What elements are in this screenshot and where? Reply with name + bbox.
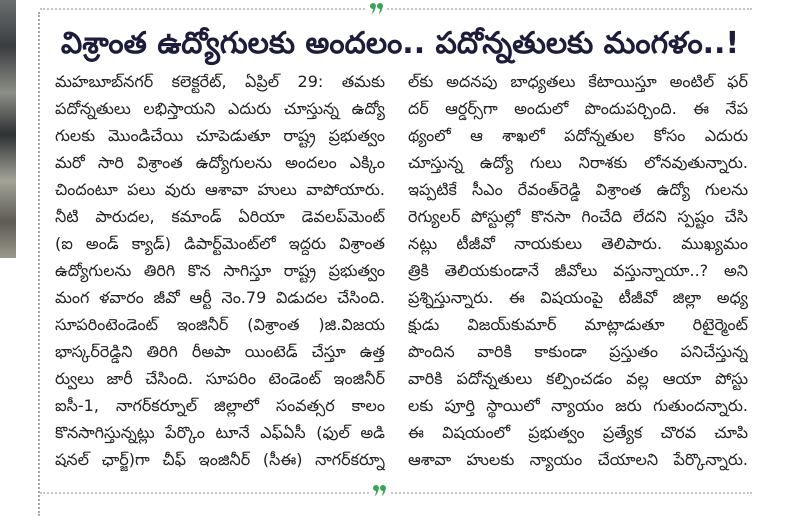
column-rule-left — [38, 12, 40, 516]
right-column-line: క్షుడు విజయ్‌కుమార్ మాట్లాడుతూ రిటైర్మెంట్ — [408, 315, 748, 334]
left-column-line: ఉద్యోగులను తిరిగి కొన సాగిస్తూ రాష్ట్ర ప్రభుత్వం — [55, 261, 385, 280]
right-column-line: పొందిన వారికి కాకుండా ప్రస్తుతం పనిచేస్తున్న — [408, 342, 748, 361]
left-column-line: ర్వులు జారీ చేసింది. సూపరిం టెండెంట్ ఇంజినీర్ — [55, 369, 385, 388]
left-column-line: చిందంటూ పలు వురు ఆశావా హులు వాపోయారు. — [55, 180, 385, 199]
left-column-line: సూపరింటెండెంట్ ఇంజినీర్ (విశ్రాంత )జి.విజయ — [55, 315, 385, 334]
left-column-line: భాస్కర్‌రెడ్డిని తిరిగి రీఅపా యింటెడ్ చేస్తూ ఉత్త — [55, 342, 385, 361]
left-column-line: మహబూబ్‌నగర్ కలెక్టరేట్, ఏప్రిల్ 29: తమకు — [55, 72, 385, 91]
left-column-line: కొనసాగిస్తున్నట్లు పేర్కొం టూనే ఎఫ్‌ఏసీ (ఫుల్ అడి — [55, 423, 385, 442]
left-column-line: నీటి పారుదల, కమాండ్ ఏరియా డెవలప్‌మెంట్ — [55, 207, 385, 226]
right-column-line: ప్రశ్నిస్తున్నారు. ఈ విషయంపై టీజీవో జిల్లా అధ్య — [408, 288, 748, 307]
right-column-line: రెగ్యులర్ పోస్టుల్లో కొనసా గించేది లేదని స్పష్టం చేసి — [408, 207, 748, 226]
right-column-line: ఆశావా హులకు న్యాయం చేయాలని పేర్కొన్నారు. — [408, 450, 748, 469]
quote-icon — [370, 482, 390, 500]
left-column-line: (ఐ అండ్ క్యాడ్) డిపార్ట్‌మెంట్‌లో ఇద్దరు విశ్రాంత — [55, 234, 385, 253]
right-column-line: థ్యంలో ఆ శాఖలో పదోన్నతుల కోసం ఎదురు — [408, 126, 748, 145]
right-column-line: ఇప్పటికే సీఎం రేవంత్‌రెడ్డి విశ్రాంత ఉద్యో గులను — [408, 180, 748, 199]
right-column-line: ఈ విషయంలో ప్రభుత్వం ప్రత్యేక చొరవ చూపి — [408, 423, 748, 442]
adjacent-photo-fragment — [0, 0, 16, 258]
left-column — [55, 68, 385, 473]
quote-icon — [367, 0, 387, 18]
right-column-line: నట్లు టీజీవో నాయకులు తెలిపారు. ముఖ్యమం — [408, 234, 748, 253]
right-column-line: చూస్తున్న ఉద్యో గులు నిరాశకు లోనవుతున్నారు. — [408, 153, 748, 172]
right-column-line: ల్‌కు అదనపు బాధ్యతలు కేటాయిస్తూ అంటిల్ ఫర్ — [408, 72, 748, 91]
rule-bottom — [40, 492, 752, 494]
left-column-line: మంగ ళవారం జీవో ఆర్టీ నెం.79 విడుదల చేసింది. — [55, 288, 385, 307]
right-column-line: త్రికి తెలియకుండానే జీవోలు వస్తున్నాయా..? అని — [408, 261, 748, 280]
left-column-line: ఐసీ-1, నాగర్‌కర్నూల్ జిల్లాలో సంవత్సర కాలం — [55, 396, 385, 415]
right-column-line: దర్ ఆర్డర్స్‌గా అందులో పొందుపర్చింది. ఈ నేప — [408, 99, 748, 118]
right-column — [408, 68, 748, 473]
left-column-line: మరో సారి విశ్రాంత ఉద్యోగులను అందలం ఎక్కిం — [55, 153, 385, 172]
left-column-line: గులకు మొండిచేయి చూపెడుతూ రాష్ట్ర ప్రభుత్వం — [55, 126, 385, 145]
rule-top — [40, 8, 752, 10]
left-column-line: షనల్ ఛార్జ్)గా చీఫ్ ఇంజినీర్ (సీఈ) నాగర్‌కర్నూ — [55, 450, 385, 469]
right-column-line: వారికి పదోన్నతులు కల్పించడం వల్ల ఆయా పోస్టు — [408, 369, 748, 388]
headline: విశ్రాంత ఉద్యోగులకు అందలం.. పదోన్నతులకు మంగళం..! — [60, 26, 740, 61]
left-column-line: పదోన్నతులు లభిస్తాయని ఎదురు చూస్తున్న ఉద్యో — [55, 99, 385, 118]
right-column-line: లకు పూర్తి స్థాయిలో న్యాయం జరు గుతుందన్నారు. — [408, 396, 748, 415]
